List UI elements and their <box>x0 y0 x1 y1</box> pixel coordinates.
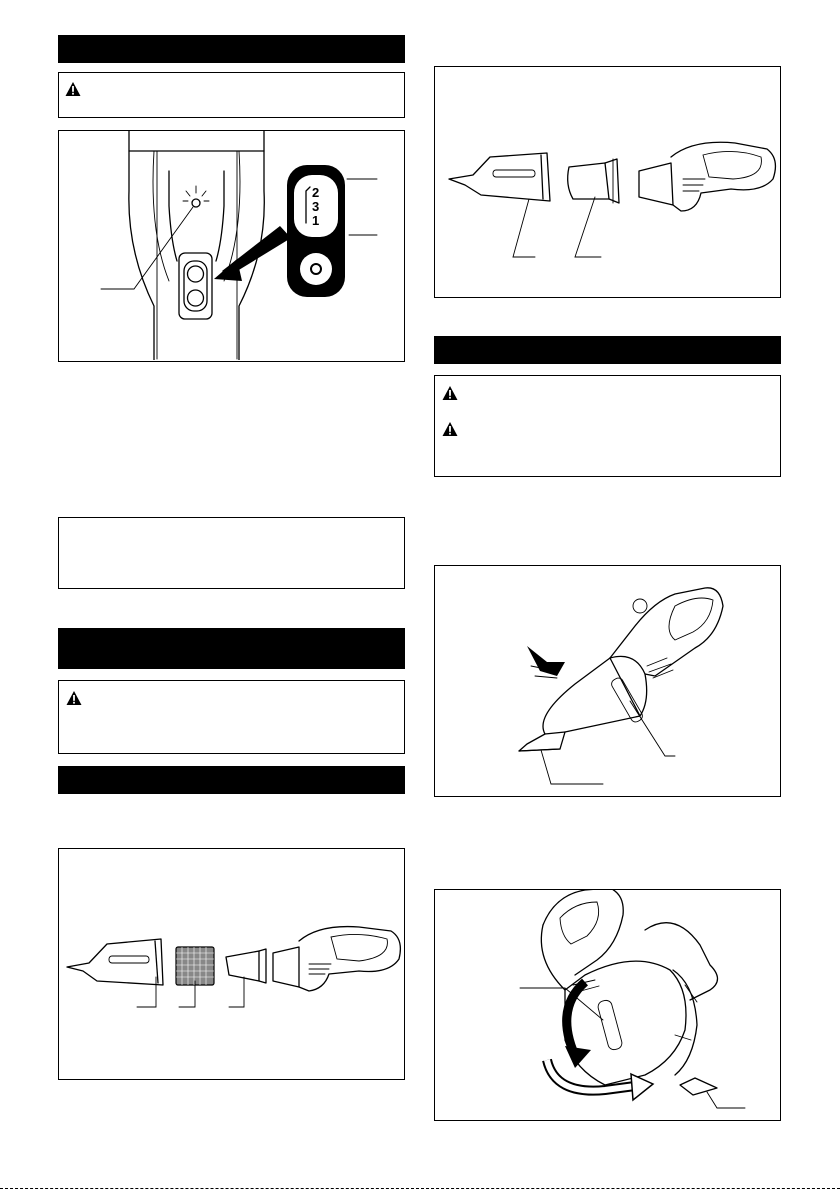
warning-box-3 <box>434 375 781 477</box>
rotate-dust-case-illustration <box>435 890 779 1119</box>
figure-parts-with-filter <box>58 848 405 1080</box>
section-heading-bar-1 <box>58 35 405 63</box>
figure-press-release <box>434 565 781 797</box>
dial-number-2: 2 <box>312 185 320 200</box>
press-release-illustration <box>435 566 779 795</box>
section-heading-bar-2 <box>58 628 405 669</box>
section-heading-bar-4 <box>434 336 781 364</box>
figure-speed-switch <box>58 130 405 362</box>
figure-rotate-dust-case <box>434 889 781 1121</box>
speed-switch-illustration <box>59 131 403 360</box>
note-box <box>58 517 405 589</box>
parts-with-filter-illustration <box>59 849 403 1078</box>
figure-parts-paper-filter <box>434 66 781 298</box>
bottom-rule <box>0 1188 840 1189</box>
warning-triangle-icon <box>442 421 458 437</box>
parts-paper-filter-illustration <box>435 67 779 296</box>
warning-triangle-icon <box>65 81 81 97</box>
dial-number-1: 1 <box>312 213 320 228</box>
warning-triangle-icon <box>442 385 458 401</box>
dial-number-3: 3 <box>312 199 320 214</box>
section-heading-bar-3 <box>58 766 405 794</box>
warning-box-1 <box>58 72 405 118</box>
warning-triangle-icon <box>66 690 82 706</box>
warning-box-2 <box>58 680 405 754</box>
